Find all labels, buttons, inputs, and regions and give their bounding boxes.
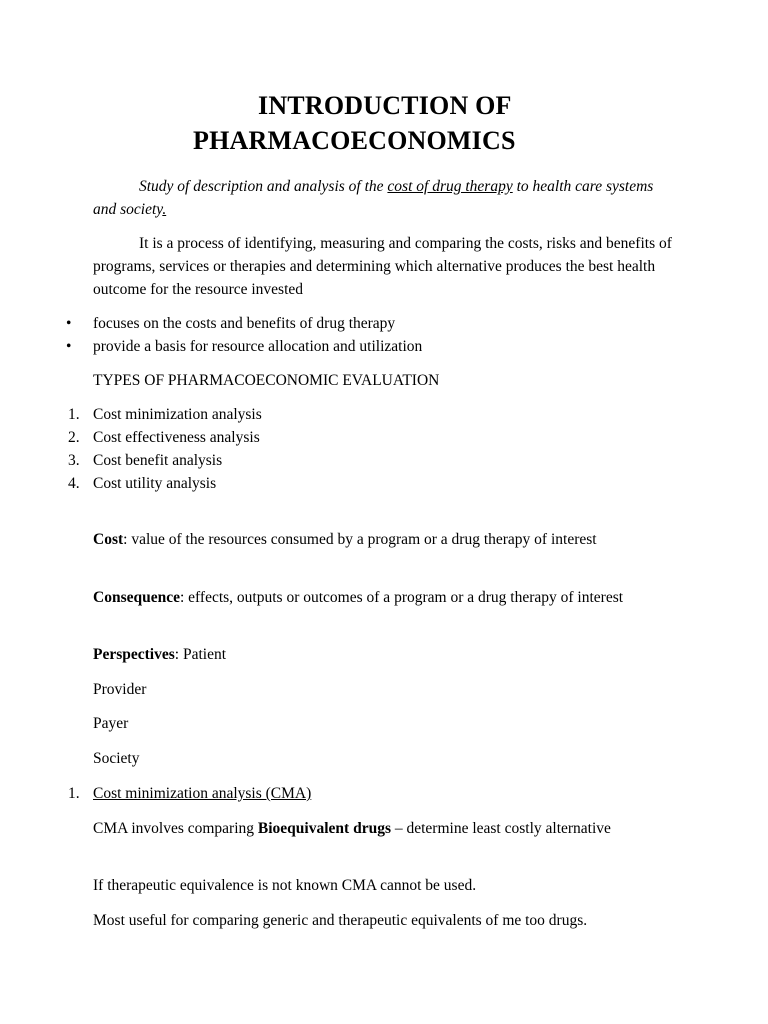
perspectives-text: : Patient xyxy=(174,646,227,663)
definition-paragraph xyxy=(93,175,675,221)
title-line-2: PHARMACOECONOMICS xyxy=(193,126,516,155)
types-heading: TYPES OF PHARMACOECONOMIC EVALUATION xyxy=(93,372,440,389)
document-title xyxy=(0,88,768,158)
types-list-label: Cost effectiveness analysis xyxy=(93,429,260,446)
bullet-item xyxy=(0,335,700,358)
cma-heading xyxy=(0,782,700,805)
types-list-label: Cost benefit analysis xyxy=(93,452,223,469)
perspectives-term: Perspectives xyxy=(93,646,175,663)
process-paragraph: It is a process of identifying, measuring and comparing the costs, risks and benefits of programs, services or therapies and determining which alternative produces the best health outcome for the resource invested xyxy=(93,235,672,298)
bullet-text: provide a basis for resource allocation and utilization xyxy=(93,338,423,355)
bullet-item xyxy=(0,312,700,335)
types-list xyxy=(0,403,700,495)
perspective-society: Society xyxy=(93,750,140,767)
cost-definition xyxy=(93,528,675,551)
cma-paragraph xyxy=(93,817,675,840)
cma-note-2: Most useful for comparing generic and therapeutic equivalents of me too drugs. xyxy=(93,912,588,929)
cma-text-before: CMA involves comparing xyxy=(93,820,258,837)
types-list-label: Cost minimization analysis xyxy=(93,406,262,423)
cost-text: : value of the resources consumed by a program or a drug therapy of interest xyxy=(123,531,597,548)
definition-period: . xyxy=(162,201,167,218)
title-line-1: INTRODUCTION OF xyxy=(258,91,512,120)
cma-heading-label: Cost minimization analysis (CMA) xyxy=(93,785,312,802)
bullet-marker: • xyxy=(66,315,72,332)
types-list-item xyxy=(0,403,700,426)
types-list-number: 1. xyxy=(68,406,80,423)
bullet-list xyxy=(0,312,700,358)
types-list-item xyxy=(0,426,700,449)
types-list-number: 2. xyxy=(68,429,80,446)
perspective-payer: Payer xyxy=(93,715,129,732)
bullet-marker: • xyxy=(66,338,72,355)
types-list-item xyxy=(0,449,700,472)
types-list-number: 4. xyxy=(68,475,80,492)
cma-bold-term: Bioequivalent drugs xyxy=(257,820,391,837)
cma-text-after: – determine least costly alternative xyxy=(390,820,611,837)
consequence-term: Consequence xyxy=(93,589,180,606)
definition-underlined-term: cost of drug therapy xyxy=(387,178,513,195)
perspectives-line xyxy=(93,643,675,666)
cma-heading-item xyxy=(0,782,700,805)
perspective-provider: Provider xyxy=(93,681,147,698)
cma-note-1: If therapeutic equivalence is not known CMA cannot be used. xyxy=(93,877,477,894)
cma-heading-number: 1. xyxy=(68,785,80,802)
cost-term: Cost xyxy=(93,531,124,548)
types-list-label: Cost utility analysis xyxy=(93,475,217,492)
consequence-text: : effects, outputs or outcomes of a program or a drug therapy of interest xyxy=(179,589,624,606)
bullet-text: focuses on the costs and benefits of drug therapy xyxy=(93,315,396,332)
definition-text-before: Study of description and analysis of the xyxy=(139,178,388,195)
consequence-definition xyxy=(93,586,675,609)
definition-text-after: to health care systems and society xyxy=(93,178,654,218)
types-list-number: 3. xyxy=(68,452,80,469)
types-list-item xyxy=(0,472,700,495)
